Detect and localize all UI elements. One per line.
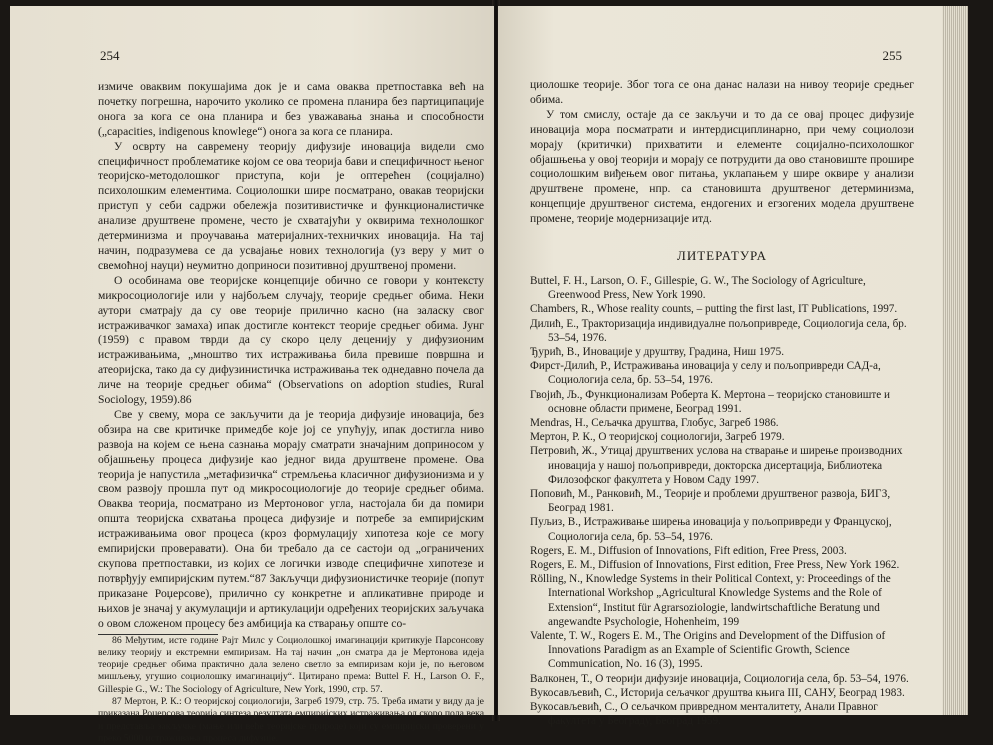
left-page-body xyxy=(98,80,484,745)
reference-entry: Mendras, H., Сељачка друштва, Глобус, Загреб 1986. xyxy=(530,417,779,429)
paragraph: У осврту на савремену теорију дифузије иновација видели смо специфичност проблематике којом се ова теорија бави и специфичност њеног теоријско-методолошког приступа, који је оптерећен (социјално) психолошким елементима. Социолошки шире посматрано, овакав теоријски приступ у себи садржи обележја позитивистичке и функционалистичке анализе друштвене промене, често је схватајући у оквирима технолошког детерминизма и проучавања материјалних-техничких иновација. На тај начин, подразумева се да усвајање нових технологија (уз веру у мит о свемоћној науци) неумитно доприноси позитивној друштвеној промени. xyxy=(98,139,484,272)
paragraph: О особинама ове теоријске концепције обично се говори у контексту микросоциологије или у најбољем случају, теорије средњег обима. Неки аутори сматрају да су ове теорије прилично касно (на заласку свог истраживачког замаха) ипак достигле контекст теорије средњег обима. Јунг (1959) с правом тврди да су скоро целу деценију у дифузионим истраживањима, „мноштво тих истраживања била превише површна и атеоријска, тако да су дифузинистичка истраживања тек однедавно почела да личе на теорије средњег обима“ (Observations on adoption studies, Rural Sociology, 1959).86 xyxy=(98,273,484,407)
reference-entry: Петровић, Ж., Утицај друштвених услова на стварање и ширење производних иновација у нашој пољопривреди, докторска дисертација, Библиотека Филозофског факултета у Новом Саду 1997. xyxy=(530,445,903,486)
page-number: 254 xyxy=(100,48,120,63)
paragraph: циолошке теорије. Због тога се она данас налази на нивоу теорије средњег обима. xyxy=(530,78,914,106)
footnote: 86 Међутим, исте године Рајт Милс у Социолошкој имагинацији критикује Парсонсову велику теорију и екстремни емпиризам. На тај начин „он сматра да је Мертонова идеја теорије средњег обима практично дала зелено светло за емпиризам који је, по његовом мишљењу, угушио социолошку имагинацију“. Цитирано према: Buttel F. H., Larson O. F., Gillespie G., W.: The Sociology of Agriculture, New York, 1990, стр. 57. xyxy=(98,634,484,695)
reference-entry: Rogers, E. M., Diffusion of Innovations, First edition, Free Press, New York 1962. xyxy=(530,559,900,572)
reference-list xyxy=(530,274,914,729)
left-page xyxy=(10,6,494,744)
right-page xyxy=(498,6,968,728)
reference-entry: Валконен, Т., О теорији дифузије иновација, Социологија села, бр. 53–54, 1976. xyxy=(530,672,909,685)
reference-entry: Rölling, N., Knowledge Systems in their Political Context, y: Proceedings of the International Workshop „Agricultural Knowledge Systems and the Role of Extension“, Institut für Agrarsoziologie, landwirtschaftliche Beratung und angewandte Psychologie, Hohenheim, 199 xyxy=(530,573,891,628)
page-number: 255 xyxy=(882,48,902,63)
reference-entry: Поповић, М., Ранковић, М., Теорије и проблеми друштвеног развоја, БИГЗ, Београд 1981. xyxy=(530,488,891,515)
reference-entry: Гвојић, Љ., Функционализам Роберта К. Мертона – теоријско становиште и основне области примене, Београд 1991. xyxy=(530,388,891,415)
reference-entry: Rogers, E. M., Diffusion of Innovations, Fift edition, Free Press, 2003. xyxy=(530,544,847,557)
paragraph: У том смислу, остаје да се закључи и то да се овај процес дифузије иновација мора посматрати и интердисциплинарно, при чему социолози морају (критички) прихватити и елементе социјално-психолошког објашњења у овој теорији и морају се потрудити да ово становиште прошире социолошким виђењем овог питања, уклапањем у шире оквире у анализи друштвене промене, нпр. са становишта друштвеног детерминизма, концепције друштвеног система, ендогених и егзогених модела друштвене промене, теорије модернизације итд. xyxy=(530,107,914,226)
reference-entry: Пуљиз, В., Истраживање ширења иновација у пољопривреди у Француској, Социологија села, бр. 53–54, 1976. xyxy=(530,516,892,543)
footnotes xyxy=(98,635,484,745)
reference-entry: Фирст-Дилић, Р., Истраживања иновација у селу и пољопривреди САД-а, Социологија села, бр. 53–54, 1976. xyxy=(530,360,881,387)
reference-entry: Мертон, Р. К., О теоријској социологији, Загреб 1979. xyxy=(530,431,785,444)
reference-entry: Вукосављевић, С., Историја сељачког друштва књига III, САНУ, Београд 1983. xyxy=(530,686,905,699)
reference-entry: Вукосављевић, С., О сељачком привредном менталитету, Анали Правног факултета у Београду, Београд 1959. xyxy=(530,701,878,728)
reference-entry: Buttel, F. H., Larson, O. F., Gillespie, G. W., The Sociology of Agriculture, Greenwood Press, New York 1990. xyxy=(530,274,866,302)
reference-entry: Дилић, Е., Трактоpизација индивидуалне пољопривреде, Социологија села, бр. 53–54, 1976. xyxy=(530,317,907,344)
reference-entry: Valente, T. W., Rogers E. M., The Origins and Development of the Diffusion of Innovations Paradigm as an Example of Scientific Growth, Science Communication, No. 16 (3), 1995. xyxy=(530,630,886,671)
page-edges xyxy=(942,6,968,715)
bibliography-heading: ЛИТЕРАТУРА xyxy=(677,248,767,264)
reference-entry: Ђурић, В., Иновације у друштву, Градина, Ниш 1975. xyxy=(530,345,785,358)
footnote: 87 Мертон, Р. К.: О теоријској социологији, Загреб 1979, стр. 75. Треба имати у виду да је приказана Роџерсова теорија синтеза резултата емпиријских истраживања од скоро пола века и представља закључке (мање или веће теоријске природе) који су емпиријски проверени у преко 5000 истраживања процеса дифузије. xyxy=(98,696,484,744)
paragraph: Све у свему, мора се закључити да је теорија дифузије иновација, без обзира на све критичке примедбе које јој се упућују, ипак достигла ниво развоја на којем се њена сазнања морају сматрати значајним доприносом у објашњењу процеса дифузије као једног вида друштвене промене. Ова теорија је напустила „метафизичка“ стремљења класичног дифузионизма и у свом развоју прошла пут од микросоциологије до теорије средњег обима. Оваква теорија, посматрано из Мертоновог угла, настојала би да помири општа теоријска схватања процеса дифузије и потребе за емпиријским истраживањима овог процеса (кроз формулацију хипотеза које се могу емпиријски проверавати). Она би требало да се састоји од „ограничених скупова претпоставки, из којих се логички изводе специфичне хипотезе и потврђују емпиријским путем.“87 Закључци дифузионистичке теорије (попут приказане Роџерсове), прилично су конкретне и апликативне природе и њихов је значај у акумулацији и артикулацији одређених теоријских заључака о овом сложеном процесу без амбиција ка стварању опште со- xyxy=(98,407,484,630)
right-page-body xyxy=(530,78,914,728)
reference-entry: Chambers, R., Whose reality counts, – putting the first last, IT Publications, 1997. xyxy=(530,303,898,316)
paragraph: измиче оваквим покушајима док је и сама оваква претпоставка већ на почетку погрешна, нарочито уколико се промена планира без партиципације онога за кога се она планира и без уважавања знања и способности („capacities, indigenous knowlege“) онога за кога се планира. xyxy=(98,80,484,138)
